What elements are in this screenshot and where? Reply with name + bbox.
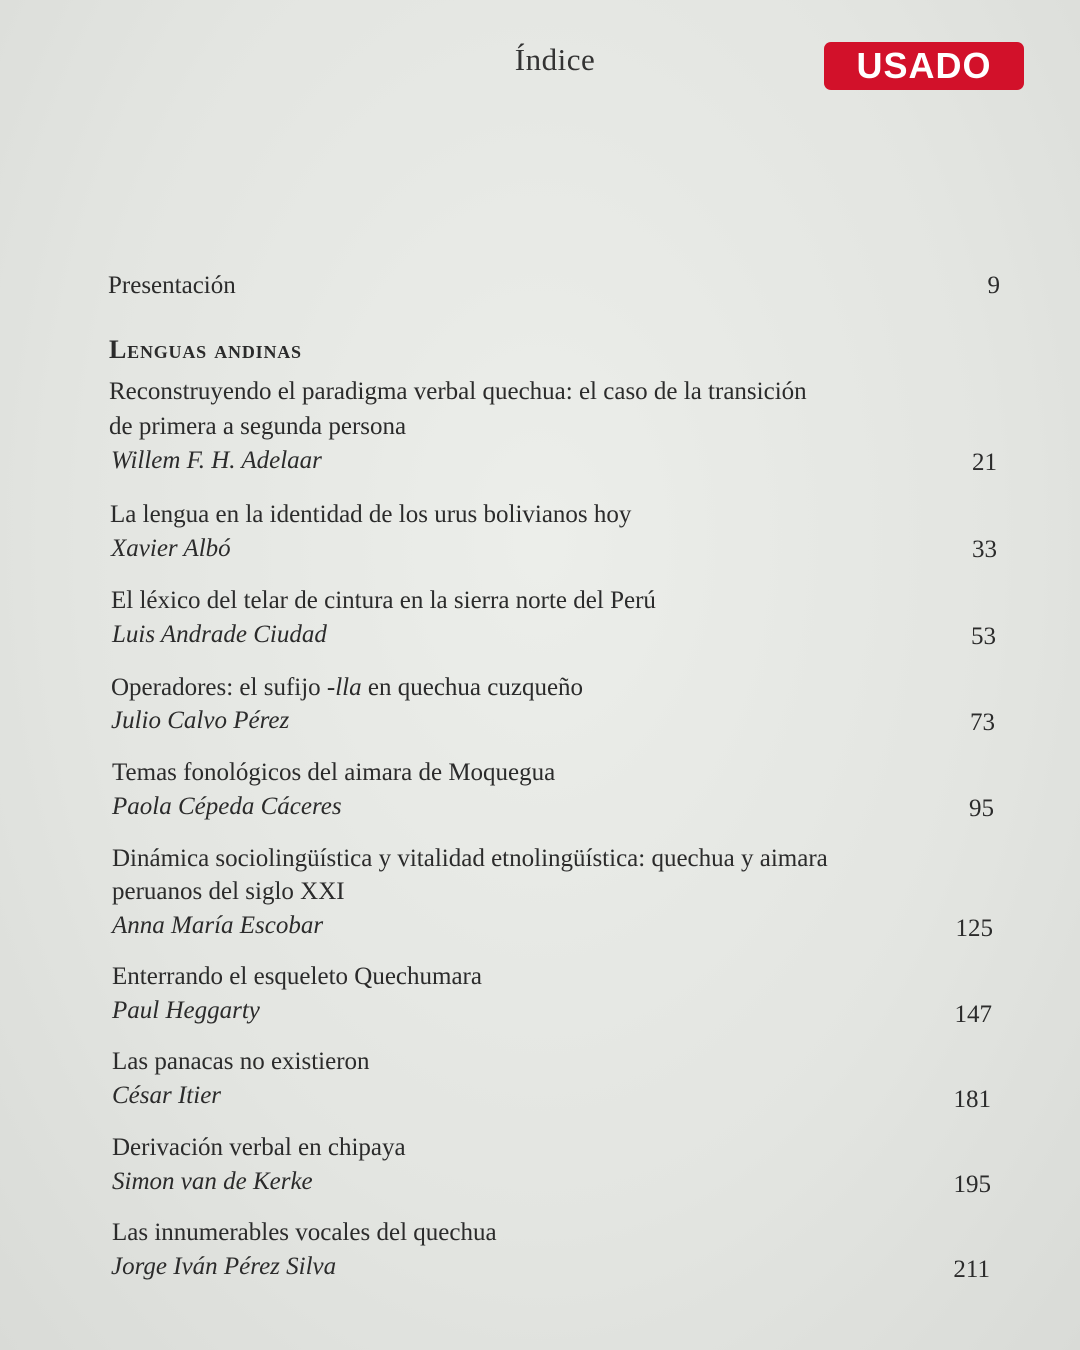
toc-entry-author: Willem F. H. Adelaar [111,447,322,474]
toc-intro-page: 9 [987,272,1000,299]
toc-entry-page: 53 [971,623,996,650]
toc-entry-title-line: Temas fonológicos del aimara de Moquegua [112,759,556,786]
toc-entry-page: 73 [970,709,995,736]
toc-entry-title-line: peruanos del siglo XXI [112,878,345,905]
toc-entry-author: Xavier Albó [111,535,231,562]
toc-entry-title-line: Derivación verbal en chipaya [112,1134,406,1161]
toc-entry-author: Julio Calvo Pérez [111,707,290,734]
toc-entry-title-line: Dinámica sociolingüística y vitalidad etnolingüística: quechua y aimara [112,845,828,872]
toc-entry-title-line: Las panacas no existieron [112,1048,370,1075]
toc-entry-page: 95 [969,795,994,822]
toc-entry-page: 147 [954,1001,992,1028]
used-badge: USADO [824,42,1024,90]
toc-entry-title-line: La lengua en la identidad de los urus bolivianos hoy [110,501,632,528]
toc-entry-title-line: Operadores: el sufijo -lla en quechua cuzqueño [111,674,584,701]
toc-entry-page: 33 [972,536,997,563]
toc-entry-page: 211 [953,1256,990,1283]
toc-entry-author: Paul Heggarty [112,997,260,1024]
toc-entry-page: 181 [953,1086,991,1113]
toc-entry-author: César Itier [112,1082,222,1109]
toc-entry-title-line: Reconstruyendo el paradigma verbal quechua: el caso de la transición [109,378,807,405]
toc-entry-title-line: Enterrando el esqueleto Quechumara [112,963,482,990]
toc-entry-page: 195 [953,1171,991,1198]
toc-entry-author: Jorge Iván Pérez Silva [111,1253,337,1280]
toc-entry-page: 21 [972,449,997,476]
toc-entry-title-line: de primera a segunda persona [109,413,407,440]
toc-entry-title-line: Las innumerables vocales del quechua [112,1219,497,1246]
toc-entry-author: Paola Cépeda Cáceres [112,793,342,820]
toc-entry-title-line: El léxico del telar de cintura en la sierra norte del Perú [111,587,656,614]
toc-entry-author: Simon van de Kerke [112,1168,313,1195]
toc-entry-page: 125 [955,915,993,942]
page-title: Índice [514,42,596,77]
toc-entry-author: Luis Andrade Ciudad [112,621,327,648]
toc-intro-title: Presentación [108,272,236,299]
toc-entry-author: Anna María Escobar [112,912,324,939]
section-heading: Lenguas andinas [109,335,302,364]
